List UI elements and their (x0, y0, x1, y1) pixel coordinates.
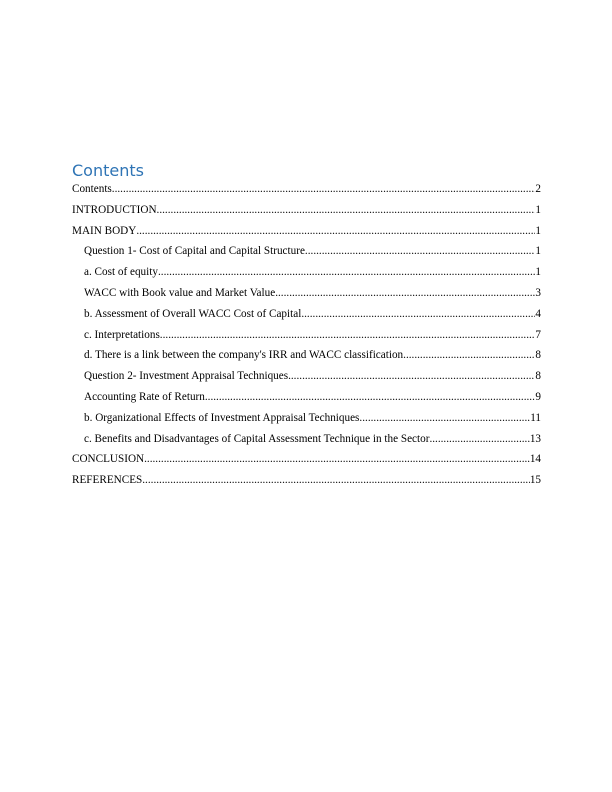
toc-dot-leader (305, 243, 535, 259)
toc-page-number: 1 (535, 245, 541, 258)
toc-entry-title: c. Benefits and Disadvantages of Capital Assessment Technique in the Sector (84, 432, 430, 445)
toc-entry-title: REFERENCES (72, 474, 143, 487)
toc-dot-leader (157, 202, 536, 218)
toc-dot-leader (429, 431, 529, 447)
toc-dot-leader (359, 410, 530, 426)
toc-dot-leader (205, 389, 536, 405)
toc-entry-title: WACC with Book value and Market Value (84, 286, 276, 299)
toc-dot-leader (403, 347, 535, 363)
toc-dot-leader (142, 472, 530, 488)
toc-page-number: 7 (535, 328, 541, 341)
toc-entry-title: Question 2- Investment Appraisal Techniques (84, 370, 289, 383)
toc-dot-leader (112, 181, 536, 197)
toc-dot-leader (158, 264, 535, 280)
toc-entry-title: a. Cost of equity (84, 266, 158, 279)
toc-dot-leader (288, 368, 535, 384)
table-of-contents (72, 181, 541, 493)
toc-entry-title: INTRODUCTION (72, 203, 157, 216)
toc-page-number: 8 (535, 349, 541, 362)
toc-entry-title: CONCLUSION (72, 453, 145, 466)
toc-page-number: 1 (535, 266, 541, 279)
toc-entry[interactable] (72, 431, 541, 447)
toc-entry[interactable] (72, 243, 541, 259)
toc-entry-title: d. There is a link between the company's IRR and WACC classification (84, 349, 404, 362)
toc-entry[interactable] (72, 202, 541, 218)
toc-page-number: 15 (529, 474, 541, 487)
toc-entry[interactable] (72, 285, 541, 301)
toc-entry-title: MAIN BODY (72, 224, 137, 237)
toc-page-number: 11 (530, 411, 541, 424)
toc-entry-title: Question 1- Cost of Capital and Capital Structure (84, 245, 305, 258)
toc-dot-leader (301, 306, 535, 322)
toc-entry[interactable] (72, 347, 541, 363)
toc-entry-title: Contents (72, 183, 112, 195)
toc-dot-leader (275, 285, 535, 301)
toc-dot-leader (144, 451, 530, 467)
toc-entry[interactable] (72, 306, 541, 322)
toc-entry[interactable] (72, 472, 541, 488)
toc-dot-leader (160, 327, 536, 343)
toc-page-number: 14 (529, 453, 541, 466)
toc-heading: Contents (72, 161, 144, 180)
toc-page-number: 13 (529, 432, 541, 445)
toc-entry-title: b. Assessment of Overall WACC Cost of Capital (84, 307, 302, 320)
toc-entry[interactable] (72, 264, 541, 280)
toc-page-number: 1 (535, 224, 541, 237)
toc-page-number: 9 (535, 390, 541, 403)
toc-page-number: 4 (535, 307, 541, 320)
toc-entry[interactable] (72, 223, 541, 239)
toc-page-number: 3 (535, 286, 541, 299)
toc-entry[interactable] (72, 181, 541, 197)
toc-entry-title: Accounting Rate of Return (84, 390, 205, 403)
toc-entry[interactable] (72, 368, 541, 384)
toc-entry[interactable] (72, 451, 541, 467)
toc-page-number: 2 (535, 183, 541, 195)
toc-dot-leader (136, 223, 535, 239)
toc-entry[interactable] (72, 410, 541, 426)
toc-entry-title: b. Organizational Effects of Investment Appraisal Techniques (84, 411, 360, 424)
toc-entry-title: c. Interpretations (84, 328, 160, 341)
toc-entry[interactable] (72, 327, 541, 343)
toc-page-number: 8 (535, 370, 541, 383)
toc-entry[interactable] (72, 389, 541, 405)
toc-page-number: 1 (535, 203, 541, 216)
